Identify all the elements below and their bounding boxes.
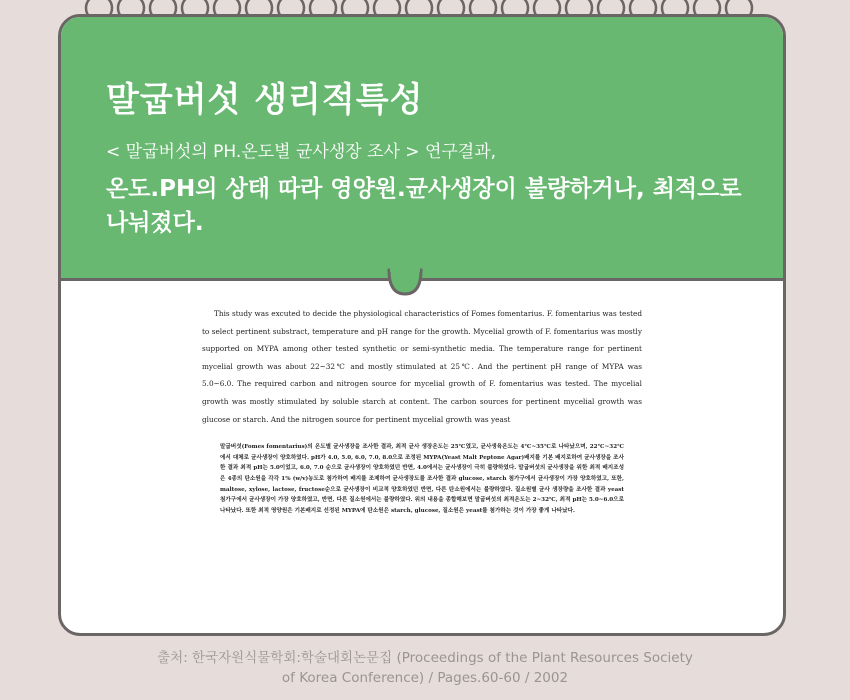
- english-abstract: This study was excuted to decide the physiological characteristics of Fomes fomentarius. F. fomentarius was tested to select pertinent substract, temperature and pH range for the growth. Mycelial growth of F. fomentarius was mostly supported on MYPA among other tested synthetic or semi-synthetic media. The temperature range for pertinent mycelial growth was about 22~32℃ and mostly stimulated at 25℃. And the pertinent pH range of MYPA was 5.0~6.0. The required carbon and nitrogen source for mycelial growth of F. fomentarius was tested. The mycelial growth was mostly stimulated by soluble starch at content. The carbon sources for pertinent mycelial growth was glucose or starch. And the nitrogen source for pertinent mycelial growth was yeast: [202, 309, 642, 424]
- source-line-1: 출처: 한국자원식물학회:학술대회논문집 (Proceedings of the Plant Resources Society: [157, 650, 693, 666]
- korean-abstract: 말굽버섯(Fomes fomentarius)의 온도별 균사생장을 조사한 결과, 최적 균사 생장온도는 25℃였고, 균사생육온도는 4℃~35℃로 나타났으며, 22℃~32℃에서 대체로 균사생장이 양호하였다. pH가 4.0, 5.0, 6.0, 7.0, 8.0으로 조정된 MYPA(Yeast Malt Peptone Agar)배지를 기본 배지로하여 균사생장을 조사한 결과 최적 pH는 5.0이었고, 6.0, 7.0 순으로 균사생장이 양호하였던 반면, 4.0에서는 균사생장이 극히 불량하였다. 말굽버섯의 균사생장을 위한 최적 배지조성은 4종의 탄소원을 각각 1% (w/v)농도로 첨가하여 배지를 조제하여 균사생장도를 조사한 결과 glucose, starch 첨가구에서 균사생장이 가장 양호하였고, 또한, maltose, xylose, lactose, fructose순으로 균사생장이 비교적 양호하였던 반면, 다른 탄소원에서는 불량하였다. 질소원별 균사 생장량을 조사한 결과 yeast 첨가구에서 균사생장이 가장 양호하였고, 반면, 다른 질소원에서는 불량하였다. 위의 내용을 종합해보면 말굽버섯의 최적온도는 2~32℃, 최적 pH는 5.0~6.0으로 나타났다. 또한 최적 영양원은 기본배지로 선정된 MYPA에 탄소원은 starch, glucose, 질소원은 yeast를 첨가하는 것이 가장 좋게 나타났다.: [220, 444, 624, 514]
- card-title: 말굽버섯 생리적특성: [106, 80, 424, 120]
- paper-excerpt: [202, 305, 642, 516]
- card-header: [61, 17, 783, 281]
- speech-pointer: [387, 268, 423, 296]
- card-subtitle: < 말굽버섯의 PH.온도별 균사생장 조사 > 연구결과,: [106, 142, 497, 162]
- source-citation: [0, 648, 850, 688]
- content-card: [58, 14, 786, 636]
- card-headline: 온도.PH의 상태 따라 영양원.균사생장이 불량하거나, 최적으로 나눠졌다.: [106, 176, 742, 236]
- source-line-2: of Korea Conference) / Pages.60-60 / 2002: [281, 670, 569, 686]
